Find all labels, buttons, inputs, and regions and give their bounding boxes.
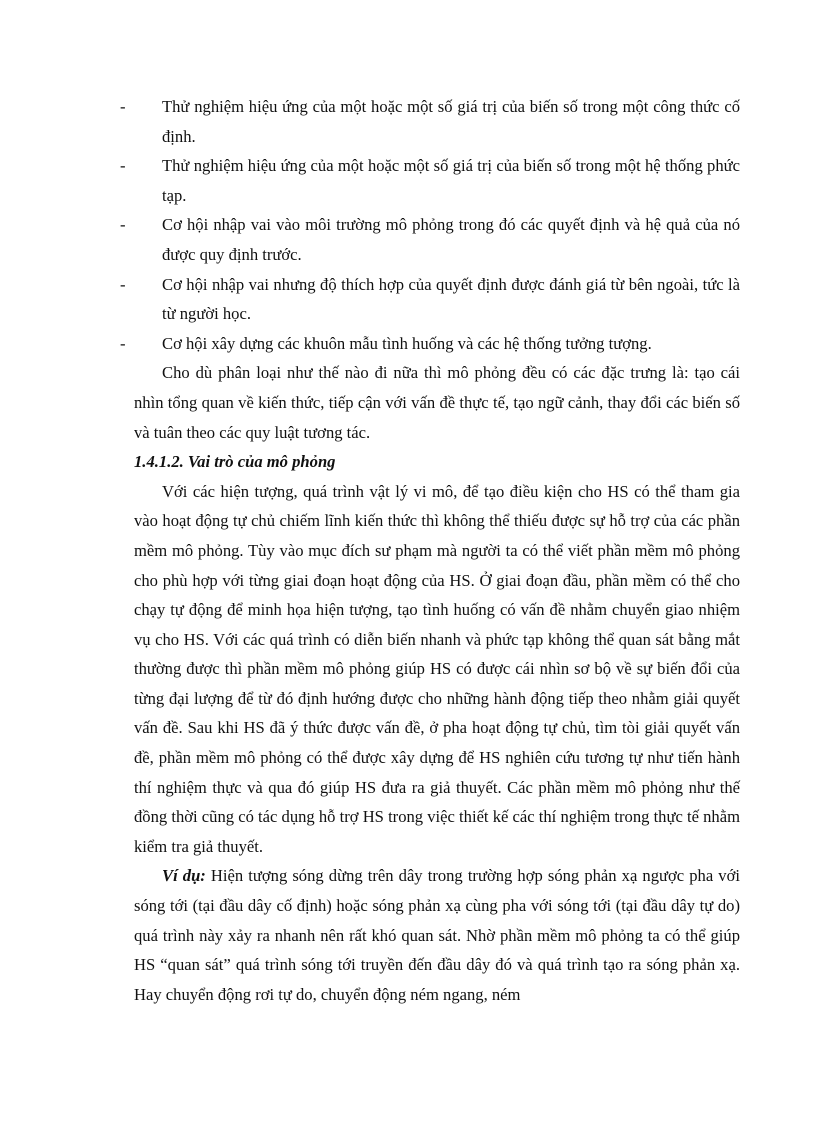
bullet-item-3 — [120, 210, 740, 269]
bullet-text: Cơ hội nhập vai nhưng độ thích hợp của quyết định được đánh giá từ bên ngoài, tức là từ người học. — [162, 274, 740, 324]
bullet-text: Cơ hội nhập vai vào môi trường mô phỏng trong đó các quyết định và hệ quả của nó được quy định trước. — [162, 215, 740, 264]
bullet-marker: - — [120, 156, 126, 176]
role-paragraph: Với các hiện tượng, quá trình vật lý vi mô, để tạo điều kiện cho HS có thể tham gia vào hoạt động tự chủ chiếm lĩnh kiến thức thì không thể thiếu được sự hỗ trợ của các phần mềm mô phỏng. Tùy vào mục đích sư phạm mà người ta có thể viết phần mềm mô phỏng cho phù hợp với từng giai đoạn hoạt động của HS. Ở giai đoạn đầu, phần mềm có thể cho chạy tự động để minh họa hiện tượng, tạo tình huống có vấn đề nhằm chuyển giao nhiệm vụ cho HS. Với các quá trình có diễn biến nhanh và phức tạp không thể quan sát bằng mắt thường được thì phần mềm mô phỏng giúp HS có được cái nhìn sơ bộ về sự biến đổi của từng đại lượng để từ đó định hướng được cho những hành động tiếp theo nhằm giải quyết vấn đề. Sau khi HS đã ý thức được vấn đề, ở pha hoạt động tự chủ, tìm tòi giải quyết vấn đề, phần mềm mô phỏng có thể được xây dựng để HS nghiên cứu tương tự như tiến hành thí nghiệm thực và qua đó giúp HS đưa ra giả thuyết. Các phần mềm mô phỏng như thế đồng thời cũng có tác dụng hỗ trợ HS trong việc thiết kế các thí nghiệm trong thực tế nhằm kiểm tra giả thuyết. — [134, 481, 740, 856]
bullet-item-2 — [120, 151, 740, 210]
bullet-marker: - — [120, 215, 126, 235]
bullet-item-1 — [120, 92, 740, 151]
example-lead: Ví dụ: — [162, 866, 206, 886]
example-text: Hiện tượng sóng dừng trên dây trong trường hợp sóng phản xạ ngược pha với sóng tới (tại đầu dây cố định) hoặc sóng phản xạ cùng pha với sóng tới (tại đầu dây tự do) quá trình này xảy ra nhanh nên rất khó quan sát. Nhờ phần mềm mô phỏng ta có thể giúp HS “quan sát” quá trình sóng tới truyền đến đầu dây đó và quá trình tạo ra sóng phản xạ. Hay chuyển động rơi tự do, chuyển động ném ngang, ném — [134, 866, 740, 1004]
bullet-text: Cơ hội xây dựng các khuôn mẫu tình huống và các hệ thống tưởng tượng. — [162, 333, 652, 353]
example-paragraph — [134, 861, 740, 1009]
bullet-marker: - — [120, 97, 126, 116]
bullet-text: Thử nghiệm hiệu ứng của một hoặc một số giá trị của biến số trong một công thức cố định. — [162, 97, 740, 146]
bullet-item-4 — [120, 270, 740, 329]
bullet-marker: - — [120, 274, 126, 294]
bullet-item-5 — [120, 329, 740, 359]
page-content — [120, 92, 740, 1009]
bullet-text: Thử nghiệm hiệu ứng của một hoặc một số giá trị của biến số trong một hệ thống phức tạp. — [162, 156, 740, 205]
summary-paragraph: Cho dù phân loại như thế nào đi nữa thì mô phỏng đều có các đặc trưng là: tạo cái nhìn tổng quan về kiến thức, tiếp cận với vấn đề thực tế, tạo ngữ cảnh, thay đổi các biến số và tuân theo các quy luật tương tác. — [134, 363, 740, 442]
bullet-marker: - — [120, 333, 126, 353]
section-heading: 1.4.1.2. Vai trò của mô phỏng — [134, 452, 336, 472]
